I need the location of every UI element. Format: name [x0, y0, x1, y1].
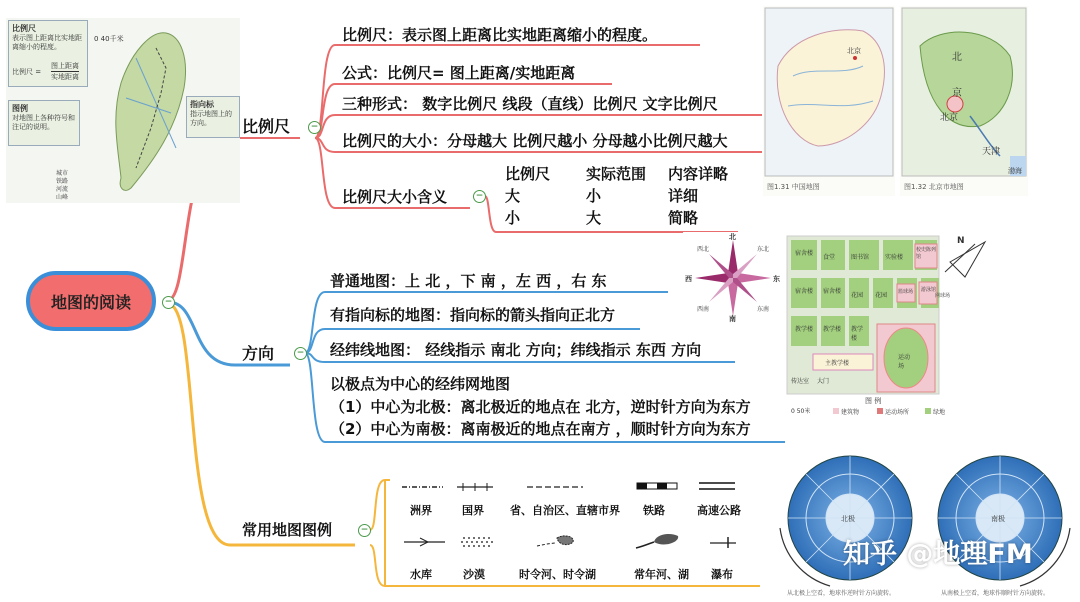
south-pole-caption: 从南极上空看，地球作顺时针方向旋转。	[941, 590, 1050, 597]
branch-scale-collapse-icon[interactable]: −	[308, 121, 321, 134]
legend-callout-box	[8, 100, 80, 146]
direction-item-graticule: 经纬线地图： 经线指示 南北 方向；纬线指示 东西 方向	[330, 341, 702, 359]
polar-maps-figure	[767, 446, 1080, 602]
campus-building: 实验楼	[885, 254, 904, 261]
compass-dir: 西北	[697, 246, 710, 253]
branch-direction-collapse-icon[interactable]: −	[294, 347, 307, 360]
campus-legend-item: 绿地	[933, 409, 946, 416]
taiwan-legend-item: 山峰	[56, 194, 69, 201]
campus-legend-item: 运动场所	[885, 409, 910, 416]
scale-callout-box	[8, 20, 88, 87]
callout-formula-den: 实地距离	[51, 73, 79, 81]
meaning-header-detail: 内容详略	[668, 165, 729, 183]
china-map-figure	[763, 6, 895, 196]
campus-building: 宿舍楼	[795, 250, 814, 257]
compass-dir: 西	[685, 275, 692, 283]
compass-callout-box	[186, 96, 240, 138]
compass-dir: 东北	[757, 246, 770, 253]
perennial-river-icon	[634, 530, 684, 552]
campus-legend-item: 建筑物	[841, 409, 860, 416]
meaning-cell: 小	[505, 209, 521, 227]
callout-compass-desc: 指示地图上的方向。	[190, 110, 232, 127]
taiwan-scale-bar: 0 40千米	[94, 35, 124, 43]
taiwan-legend-item: 城市	[56, 170, 69, 177]
campus-building: 教学楼	[795, 326, 814, 333]
compass-dir: 东	[773, 275, 780, 283]
branch-legend-label[interactable]: 常用地图图例	[242, 521, 333, 539]
campus-building: 食堂	[823, 254, 836, 261]
national-boundary-icon	[455, 482, 495, 492]
polar-globes	[767, 446, 1080, 602]
beijing-map-figure	[900, 6, 1028, 196]
desert-icon	[458, 534, 498, 550]
campus-building: 篮球场	[898, 289, 914, 295]
compass-dir: 南	[729, 315, 736, 323]
branch-legend-collapse-icon[interactable]: −	[358, 524, 371, 537]
scale-item-definition: 比例尺：表示图上距离比实地距离缩小的程度。	[342, 26, 658, 44]
campus-scale: 0 50米	[791, 408, 811, 415]
campus-building: 校史陈列馆	[916, 247, 937, 260]
beijing-label: 北	[952, 52, 962, 63]
callout-formula-num: 图上距离	[51, 62, 79, 70]
legend-label: 常年河、湖	[634, 568, 689, 581]
campus-building: 宿舍楼	[823, 288, 842, 295]
seasonal-river-icon	[535, 532, 580, 550]
compass-dir: 北	[729, 233, 736, 241]
campus-building: 教学楼	[823, 326, 842, 333]
direction-polar-south: （2）中心为南极：离南极近的地点在南方 ，顺时针方向为东方	[330, 420, 751, 438]
legend-label: 高速公路	[697, 504, 741, 517]
meaning-header-range: 实际范围	[586, 165, 647, 183]
callout-compass-label: 指向标	[190, 100, 214, 109]
scale-item-forms: 三种形式： 数字比例尺 线段（直线）比例尺 文字比例尺	[342, 95, 718, 113]
legend-swatch-sports	[877, 408, 883, 414]
legend-label: 水库	[410, 568, 432, 581]
continent-boundary-icon	[400, 482, 445, 492]
callout-legend-desc: 对地图上各种符号和注记的说明。	[12, 114, 75, 131]
china-city-beijing: 北京	[847, 47, 861, 55]
compass-dir: 西南	[697, 306, 710, 313]
meaning-cell: 简略	[668, 209, 699, 227]
campus-building: 网球场	[935, 293, 951, 299]
callout-scale-label: 比例尺	[12, 24, 36, 33]
campus-building: 教学楼	[851, 326, 864, 342]
direction-item-compass: 有指向标的地图：指向标的箭头指向正北方	[330, 306, 616, 324]
expressway-icon	[697, 480, 737, 492]
meaning-cell: 大	[586, 209, 602, 227]
legend-label: 瀑布	[711, 568, 733, 581]
beijing-label: 天津	[982, 147, 1001, 157]
railway-icon	[635, 480, 680, 492]
root-collapse-icon[interactable]: −	[162, 296, 175, 309]
legend-swatch-green	[925, 408, 931, 414]
legend-label: 省、自治区、直辖市界	[510, 504, 620, 517]
beijing-map-caption: 图1.32 北京市地图	[904, 183, 964, 191]
root-label: 地图的阅读	[50, 292, 131, 312]
waterfall-icon	[708, 535, 738, 549]
branch-scale-label[interactable]: 比例尺	[242, 117, 291, 136]
reservoir-icon	[402, 535, 447, 549]
watermark-text: 知乎 @地理FM	[843, 539, 1033, 570]
direction-polar-title: 以极点为中心的经纬网地图	[330, 375, 511, 393]
scale-item-formula: 公式：比例尺= 图上距离/实地距离	[342, 64, 576, 82]
campus-north-label: N	[957, 236, 965, 246]
taiwan-map-figure	[6, 18, 240, 203]
beijing-label: 京	[952, 88, 962, 99]
branch-direction-label[interactable]: 方向	[242, 344, 275, 363]
campus-building: 大门	[817, 378, 830, 385]
campus-building: 运动场	[898, 354, 911, 370]
direction-item-ordinary: 普通地图：上 北 ，下 南 ，左 西 ，右 东	[330, 272, 607, 290]
north-pole-label: 北极	[841, 515, 855, 523]
beijing-label: 北京	[940, 113, 959, 123]
campus-legend-title: 图 例	[865, 397, 882, 405]
campus-building: 宿舍楼	[795, 288, 814, 295]
scale-meaning-label: 比例尺大小含义	[342, 188, 448, 206]
campus-building: 花园	[851, 292, 864, 299]
root-node[interactable]	[26, 271, 156, 331]
meaning-cell: 大	[505, 187, 521, 205]
campus-building: 花园	[875, 292, 888, 299]
meaning-header-scale: 比例尺	[505, 165, 551, 183]
callout-legend-label: 图例	[12, 104, 28, 113]
meaning-cell: 小	[586, 187, 602, 205]
china-map-caption: 图1.31 中国地图	[767, 183, 820, 191]
compass-rose-figure	[683, 232, 783, 324]
meaning-cell: 详细	[668, 187, 699, 205]
campus-building: 图书馆	[851, 254, 870, 261]
legend-label: 铁路	[643, 504, 665, 517]
south-pole-label: 南极	[991, 515, 1005, 523]
scale-meaning-collapse-icon[interactable]: −	[473, 190, 486, 203]
legend-label: 洲界	[410, 504, 432, 517]
legend-label: 国界	[462, 504, 484, 517]
province-boundary-icon	[525, 482, 585, 492]
legend-swatch-building	[833, 408, 839, 414]
taiwan-legend-item: 河流	[56, 186, 69, 193]
north-pole-caption: 从北极上空看，地球作逆时针方向旋转。	[787, 590, 896, 597]
beijing-label: 渤海	[1008, 167, 1022, 175]
campus-building: 游泳馆	[921, 287, 937, 293]
direction-polar-north: （1）中心为北极：离北极近的地点在 北方，逆时针方向为东方	[330, 398, 751, 416]
campus-building: 主教学楼	[825, 360, 850, 367]
legend-label: 沙漠	[463, 568, 485, 581]
callout-scale-desc: 表示图上距离比实地距离缩小的程度。	[12, 34, 82, 51]
callout-formula-label: 比例尺 =	[12, 68, 42, 76]
scale-item-size: 比例尺的大小：分母越大 比例尺越小 分母越小比例尺越大	[342, 132, 728, 150]
taiwan-legend-item: 铁路	[56, 178, 69, 185]
china-map-shape	[763, 6, 895, 196]
legend-label: 时令河、时令湖	[519, 568, 596, 581]
campus-map-figure	[785, 232, 990, 422]
campus-building: 传达室	[791, 378, 810, 385]
compass-dir: 东南	[757, 306, 770, 313]
